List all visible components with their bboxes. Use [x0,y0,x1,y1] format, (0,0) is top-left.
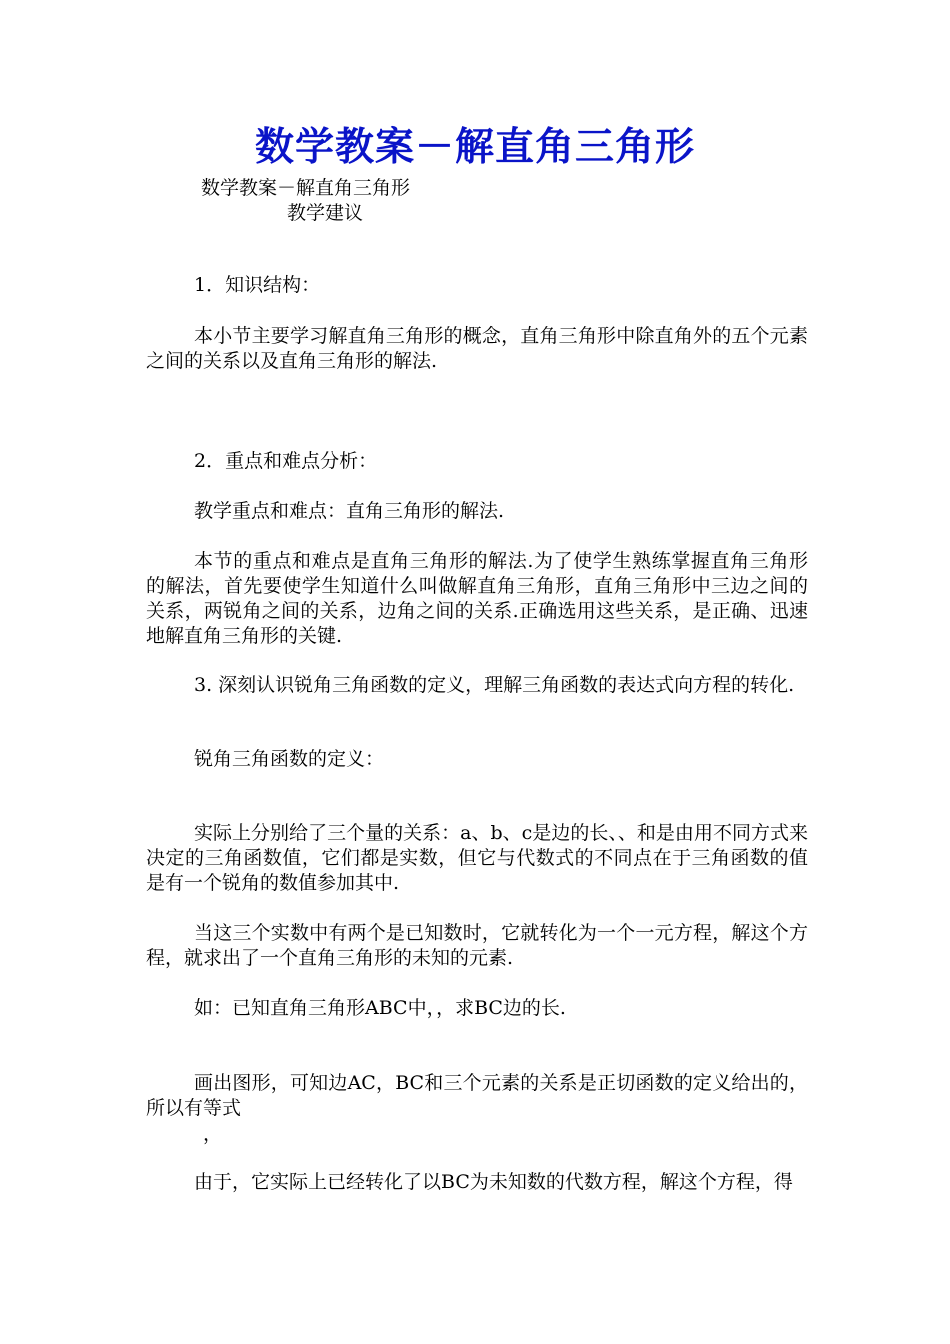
paragraph-key-explanation: 本节的重点和难点是直角三角形的解法.为了使学生熟练掌握直角三角形的解法，首先要使学生知道什么叫做解直角三角形，直角三角形中三边之间的关系，两锐角之间的关系，边角之间的关系.正确选用这些关系，是正确、迅速地解直角三角形的关键. [146,550,808,647]
heading-key-points: 2．重点和难点分析： [194,450,378,472]
paragraph-example: 如：已知直角三角形ABC中，，求BC边的长. [194,997,566,1019]
paragraph-equation-conversion: 当这三个实数中有两个是已知数时，它就转化为一个一元方程，解这个方程，就求出了一个直角三角形的未知的元素. [146,922,808,969]
heading-trig-definition: 锐角三角函数的定义： [194,748,385,770]
paragraph-tangent: 画出图形，可知边AC，BC和三个元素的关系是正切函数的定义给出的，所以有等式 [146,1072,808,1119]
document-subtitle: 数学教案－解直角三角形 [201,177,411,199]
paragraph-trig-definition-intro: 3. 深刻认识锐角三角函数的定义，理解三角函数的表达式向方程的转化. [194,674,795,696]
heading-knowledge-structure: 1．知识结构： [194,274,321,296]
section-label: 教学建议 [287,202,364,224]
paragraph-overview: 本小节主要学习解直角三角形的概念，直角三角形中除直角外的五个元素之间的关系以及直角三角形的解法. [146,325,808,372]
equation-placeholder: ， [203,1123,223,1145]
document-title: 数学教案－解直角三角形 [254,125,695,170]
paragraph-solve: 由于，它实际上已经转化了以BC为未知数的代数方程，解这个方程，得 [194,1171,793,1193]
paragraph-key-difficulty: 教学重点和难点：直角三角形的解法. [194,500,505,522]
paragraph-trig-relations: 实际上分别给了三个量的关系：a、b、c是边的长、、和是由用不同方式来决定的三角函数值，它们都是实数，但它与代数式的不同点在于三角函数的值是有一个锐角的数值参加其中. [146,822,808,894]
